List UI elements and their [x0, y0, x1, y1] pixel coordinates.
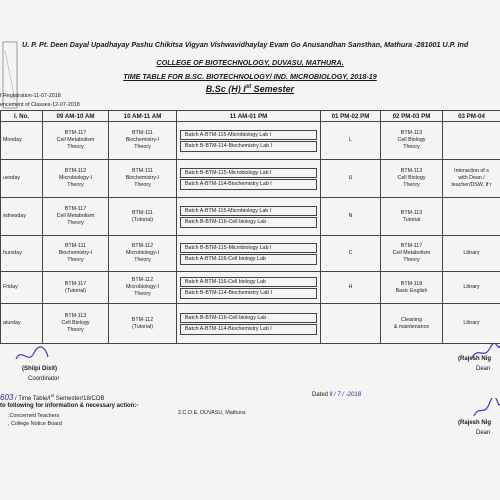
header-row [1, 111, 500, 122]
period-3pm-cell-text: Library [463, 320, 480, 327]
period-3pm-cell-text: Interaction of s with Dean / teacher/DSW, If r [451, 168, 492, 188]
period-9am-cell [43, 236, 109, 272]
period-9am-cell [43, 272, 109, 304]
period-3pm-cell [443, 236, 500, 272]
dean-name-1: (Rajesh Nig [458, 356, 492, 362]
period-9am-cell-text: BTM-112 Microbiology-I Theory [59, 168, 92, 188]
period-2pm-cell-text: BTM-113 Tutorial [400, 209, 423, 223]
coordinator-name: (Shilpi Dixit) [22, 366, 57, 372]
cc-coe: 2.C.O.E. DUVASU, Mathura. [178, 410, 247, 416]
day-cell-text: hursday [3, 250, 22, 257]
col-header-day: l. No. [1, 111, 43, 122]
lunch-cell-text: H [348, 284, 353, 291]
period-10am-cell-text: BTM-112 Microbiology-I Theory [126, 277, 159, 297]
col-header-2pm: 02 PM-03 PM [381, 111, 443, 122]
period-9am-cell-text: BTM-113 Cell Biology Theory [61, 313, 90, 333]
lunch-cell-text: N [348, 213, 353, 220]
day-cell [1, 198, 43, 236]
reference-line: 603 / Time Table/Ist Semester/18/COB [0, 393, 105, 402]
period-3pm-cell [443, 160, 500, 198]
lunch-cell-text: C [348, 250, 353, 257]
lab-batch: Batch A-BTM-114-Biochemistry Lab I [180, 324, 317, 335]
period-2pm-cell [381, 160, 443, 198]
period-2pm-cell [381, 236, 443, 272]
period-9am-cell-text: BTM-111 Biochemistry-I Theory [58, 243, 93, 263]
university-name: U. P. Pt. Deen Dayal Upadhayay Pashu Chikitsa Vigyan Vishwavidhaylay Evam Go Anusandhan Sansthan, Mathura -281001 U.P. Ind [22, 40, 469, 49]
period-3pm-cell [443, 198, 500, 236]
lab-cell [177, 198, 321, 236]
dean-title-1: Dean [476, 366, 491, 372]
college-name: COLLEGE OF BIOTECHNOLOGY, DUVASU, MATHURA. [156, 58, 344, 67]
cc-teachers: .Concerned Teachers [8, 413, 60, 419]
col-header-3pm: 03 PM-04 [443, 111, 500, 122]
day-cell [1, 236, 43, 272]
col-header-9am: 09 AM-10 AM [43, 111, 109, 122]
period-9am-cell [43, 160, 109, 198]
dean-name-2: (Rajesh Nig [458, 420, 492, 426]
period-10am-cell [109, 236, 177, 272]
period-10am-cell [109, 304, 177, 344]
period-2pm-cell [381, 122, 443, 160]
period-2pm-cell [381, 272, 443, 304]
lab-batch: Batch A-BTM-115-Microbiology Lab I [180, 130, 317, 141]
period-10am-cell [109, 272, 177, 304]
copy-to-line: to following for information & necessary action:- [0, 403, 139, 409]
lab-batch: Batch B-BTM-114-Biochemistry Lab I [180, 141, 317, 152]
coordinator-title: Coordinator [28, 376, 60, 382]
lab-cell [177, 272, 321, 304]
table-row [1, 122, 500, 160]
timetable-title: TIME TABLE FOR B.SC. BIOTECHNOLOGY/ IND. MICROBIOLOGY, 2018-19 [123, 72, 377, 81]
period-10am-cell [109, 122, 177, 160]
lunch-cell [321, 304, 381, 344]
period-10am-cell [109, 198, 177, 236]
table-row [1, 304, 500, 344]
dean-title-2: Dean [476, 430, 491, 436]
lunch-cell-text: U [348, 175, 353, 182]
period-2pm-cell-text: Cleaning & maintenance [393, 316, 430, 330]
period-3pm-cell-text: Library [463, 284, 480, 291]
lunch-cell [321, 198, 381, 236]
lab-batch: Batch B-BTM-115-Microbiology Lab I [180, 243, 317, 254]
lab-cell [177, 236, 321, 272]
cc-notice-board: , College Notice Board [8, 421, 62, 427]
period-10am-cell-text: BTM-112 Microbiology-I Theory [126, 243, 159, 263]
lab-batch: Batch A-BTM-116-Cell biology Lab [180, 254, 317, 265]
period-9am-cell [43, 122, 109, 160]
dean-signature-2 [472, 398, 500, 422]
day-cell [1, 304, 43, 344]
lab-batch: Batch A-BTM-114-Biochemistry Lab I [180, 179, 317, 190]
day-cell-text: uesday [3, 175, 21, 182]
lunch-cell-text: L [349, 137, 352, 144]
period-3pm-cell [443, 304, 500, 344]
table-row [1, 198, 500, 236]
table-row [1, 236, 500, 272]
period-2pm-cell-text: BTM-118 Basic English [395, 280, 428, 294]
lunch-cell [321, 272, 381, 304]
lunch-cell [321, 122, 381, 160]
day-cell-text: ednesday [3, 213, 26, 220]
day-cell-text: Monday [3, 137, 22, 144]
commencement-date: encement of Classes-12-07-2018 [0, 102, 80, 108]
timetable [0, 110, 500, 344]
period-3pm-cell [443, 272, 500, 304]
lab-batch: Batch B-BTM-115-Microbiology Lab I [180, 168, 317, 179]
lab-cell [177, 160, 321, 198]
table-row [1, 272, 500, 304]
lab-cell [177, 304, 321, 344]
lab-batch: Batch A-BTM-115-Microbiology Lab I [180, 206, 317, 217]
period-9am-cell [43, 304, 109, 344]
day-cell [1, 272, 43, 304]
period-9am-cell-text: BTM-117 (Tutorial) [64, 280, 87, 294]
col-header-10am: 10 AM-11 AM [109, 111, 177, 122]
period-10am-cell-text: BTM-111 Biochemistry-I Theory [125, 168, 160, 188]
period-10am-cell-text: BTM-111 Biochemistry-I Theory [125, 130, 160, 150]
col-header-1pm: 01 PM-02 PM [321, 111, 381, 122]
dated-line: Dated ll / 7 / -2018 [312, 392, 362, 398]
lab-batch: Batch B-BTM-116-Cell biology Lab [180, 217, 317, 228]
day-cell [1, 160, 43, 198]
period-2pm-cell-text: BTM-113 Cell Biology Theory [397, 168, 426, 188]
semester-title: B.Sc (H) Ist Semester [205, 84, 295, 94]
lab-cell [177, 122, 321, 160]
period-10am-cell [109, 160, 177, 198]
period-3pm-cell-text: Library [463, 250, 480, 257]
period-10am-cell-text: BTM-112 (Tutorial) [131, 316, 154, 330]
period-2pm-cell-text: BTM-117 Cell Metabolism Theory [392, 243, 431, 263]
day-cell-text: Friday [3, 284, 18, 291]
period-2pm-cell [381, 304, 443, 344]
period-9am-cell-text: BTM-117 Cell Metabolism Theory [56, 130, 95, 150]
registration-date: f Registration-11-07-2018 [0, 93, 61, 99]
table-row [1, 160, 500, 198]
lab-batch: Batch B-BTM-116-Cell biology Lab [180, 313, 317, 324]
lunch-cell [321, 236, 381, 272]
period-3pm-cell [443, 122, 500, 160]
lab-batch: Batch B-BTM-114-Biochemistry Lab I [180, 288, 317, 299]
lunch-cell [321, 160, 381, 198]
col-header-11am: 11 AM-01 PM [177, 111, 321, 122]
day-cell [1, 122, 43, 160]
period-2pm-cell-text: BTM-113 Cell Biology Theory [397, 130, 426, 150]
coordinator-signature [12, 345, 52, 367]
day-cell-text: aturday [3, 320, 21, 327]
lab-batch: Batch A-BTM-116-Cell biology Lab [180, 277, 317, 288]
period-10am-cell-text: BTM-111 (Tutorial) [132, 209, 153, 223]
period-2pm-cell [381, 198, 443, 236]
period-9am-cell-text: BTM-117 Cell Metabolism Theory [56, 206, 95, 226]
period-9am-cell [43, 198, 109, 236]
